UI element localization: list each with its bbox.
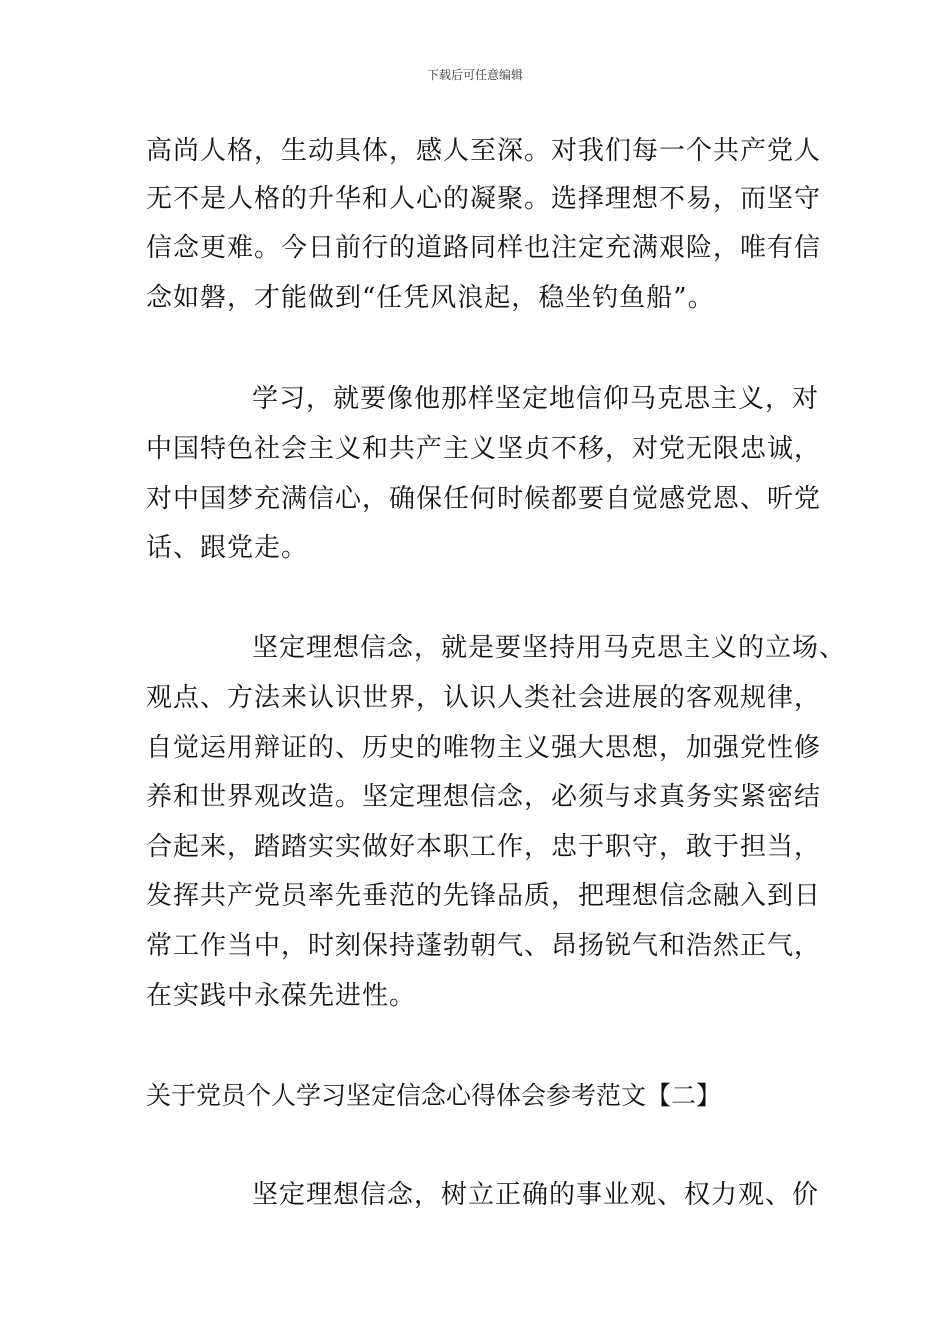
paragraph-3-line-3: 自觉运用辩证的、历史的唯物主义强大思想，加强党性修 (146, 733, 822, 763)
paragraph-3-line-2: 观点、方法来认识世界，认识人类社会进展的客观规律， (146, 683, 822, 713)
paragraph-2-line-1: 学习，就要像他那样坚定地信仰马克思主义，对 (252, 384, 820, 414)
paragraph-1-line-3: 信念更难。今日前行的道路同样也注定充满艰险，唯有信 (146, 233, 822, 263)
paragraph-3-line-1: 坚定理想信念，就是要坚持用马克思主义的立场、 (252, 633, 847, 663)
paragraph-1-line-4: 念如磐，才能做到“任凭风浪起，稳坐钓鱼船”。 (146, 283, 715, 313)
paragraph-4-line-1: 坚定理想信念，树立正确的事业观、权力观、价 (252, 1180, 820, 1210)
section-heading: 关于党员个人学习坚定信念心得体会参考范文【二】 (146, 1081, 722, 1110)
paragraph-3-line-5: 合起来，踏踏实实做好本职工作，忠于职守，敢于担当， (146, 832, 822, 862)
paragraph-3-line-8: 在实践中永葆先进性。 (146, 981, 417, 1011)
paragraph-2-line-3: 对中国梦充满信心，确保任何时候都要自觉感党恩、听党 (146, 484, 822, 514)
paragraph-1-line-1: 高尚人格，生动具体，感人至深。对我们每一个共产党人 (146, 136, 822, 166)
paragraph-1-line-2: 无不是人格的升华和人心的凝聚。选择理想不易，而坚守 (146, 184, 822, 214)
paragraph-3-line-4: 养和世界观改造。坚定理想信念，必须与求真务实紧密结 (146, 782, 822, 812)
paragraph-3-line-7: 常工作当中，时刻保持蓬勃朝气、昂扬锐气和浩然正气， (146, 931, 822, 961)
paragraph-3-line-6: 发挥共产党员率先垂范的先锋品质，把理想信念融入到日 (146, 881, 822, 911)
header-note: 下载后可任意编辑 (426, 68, 523, 82)
paragraph-2-line-2: 中国特色社会主义和共产主义坚贞不移，对党无限忠诚， (146, 434, 822, 464)
paragraph-2-line-4: 话、跟党走。 (146, 533, 309, 563)
